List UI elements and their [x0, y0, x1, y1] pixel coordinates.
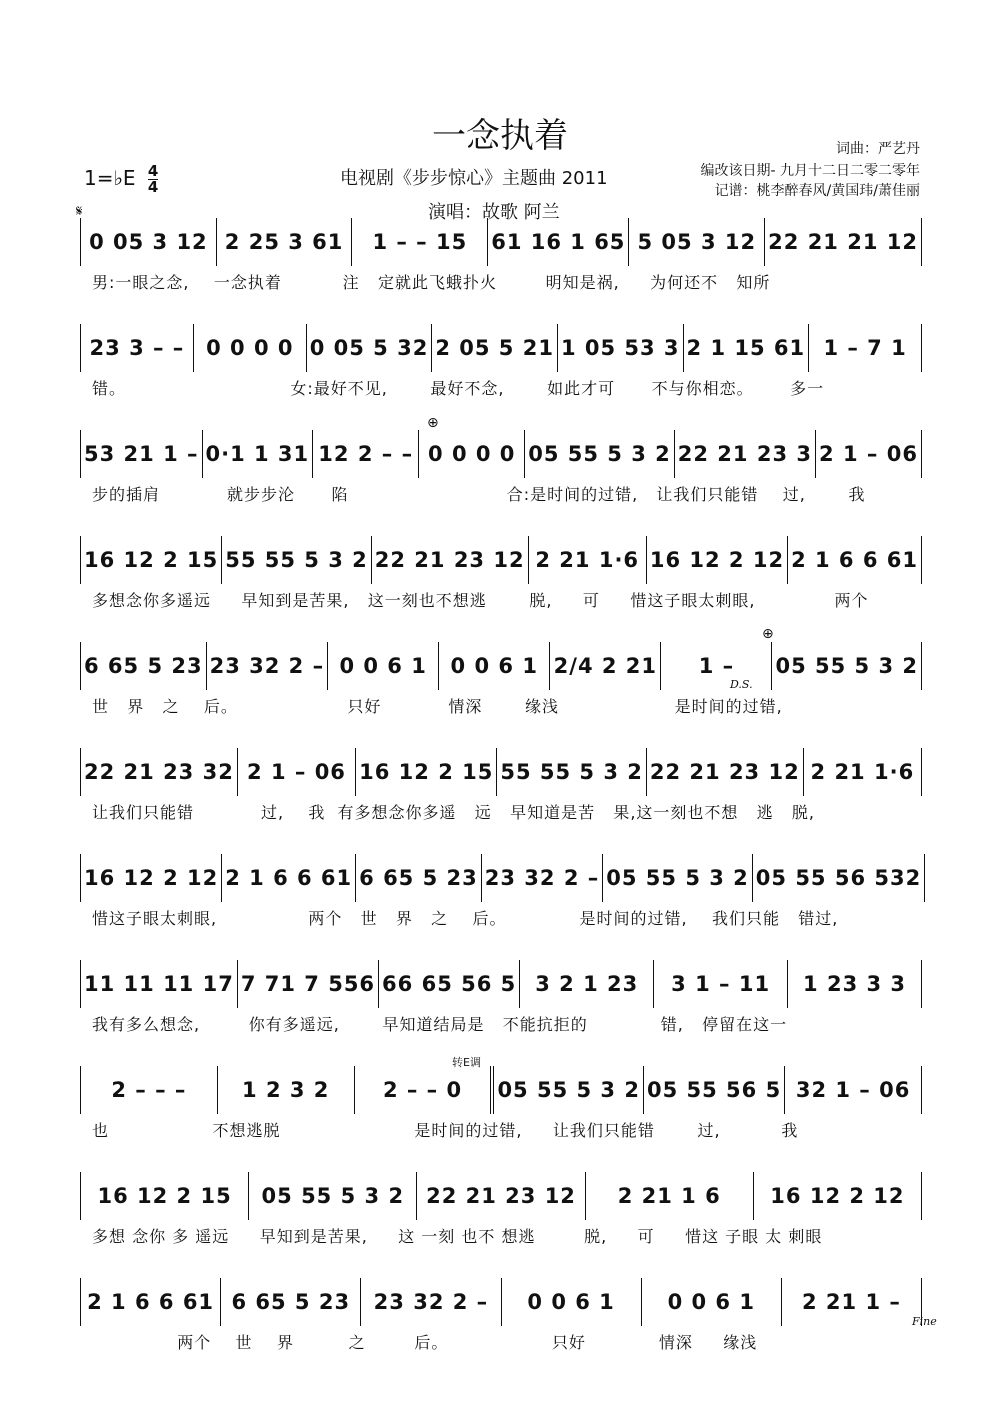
- measure-notes: 05 55 5 3 2: [606, 866, 749, 890]
- measure: [193, 324, 306, 372]
- measure: [355, 748, 496, 796]
- measure: [808, 324, 922, 372]
- measure: [80, 218, 216, 266]
- measure: [80, 748, 237, 796]
- measure-notes: 22 21 23 12: [426, 1184, 576, 1208]
- measure: [80, 1278, 220, 1326]
- staff-system: [80, 528, 922, 638]
- measure: [787, 960, 922, 1008]
- measure: [221, 536, 371, 584]
- measure-notes: 0 05 5 32: [309, 336, 429, 360]
- measure: [646, 748, 803, 796]
- lyric-line: 男:一眼之念, 一念执着 注 定就此飞蛾扑火 明知是祸, 为何还不 知所: [92, 273, 771, 292]
- measure-row: [80, 846, 922, 906]
- key-signature: [84, 164, 158, 195]
- time-denominator: 4: [147, 178, 159, 196]
- measure: [674, 430, 815, 478]
- measure-notes: 55 55 5 3 2: [500, 760, 643, 784]
- measure: [217, 1066, 354, 1114]
- staff-system: [80, 316, 922, 426]
- measure-notes: 0 0 0 0: [428, 442, 516, 466]
- measure: [752, 854, 925, 902]
- measure: [371, 536, 528, 584]
- measure-row: [80, 740, 922, 800]
- measure: [585, 1172, 753, 1220]
- measure: [438, 642, 549, 690]
- measure: [80, 536, 221, 584]
- measure-notes: 0 0 0 0: [206, 336, 294, 360]
- measure: [327, 642, 438, 690]
- measure-notes: 1 –: [698, 654, 735, 678]
- measure: [351, 218, 487, 266]
- lyric-line: 惜这子眼太刺眼, 两个 世 界 之 后。 是时间的过错, 我们只能 错过,: [92, 909, 839, 928]
- measure-notes: 2 25 3 61: [224, 230, 344, 254]
- song-title: 一念执着: [432, 116, 568, 156]
- measure: [683, 324, 809, 372]
- measure-notes: 66 65 56 5: [382, 972, 517, 996]
- lyric-line: 世 界 之 后。 只好 情深 缘浅 是时间的过错,: [92, 697, 783, 716]
- measure-row: [80, 422, 922, 482]
- measure-notes: 23 32 2 –: [373, 1290, 489, 1314]
- measure-notes: 2 1 6 6 61: [225, 866, 353, 890]
- measure: [80, 642, 206, 690]
- measure-notes: 0 05 3 12: [89, 230, 208, 254]
- measure-notes: 22 21 23 3: [677, 442, 812, 466]
- measure: [528, 536, 646, 584]
- measure: [549, 642, 660, 690]
- measure-notes: 05 55 56 532: [755, 866, 922, 890]
- measure-row: [80, 1270, 922, 1330]
- measure-notes: 05 55 5 3 2: [528, 442, 671, 466]
- measure: [501, 1278, 641, 1326]
- measure-notes: 16 12 2 12: [84, 866, 219, 890]
- measure-row: [80, 210, 922, 270]
- measure-notes: 2 – – 0: [382, 1078, 463, 1102]
- measure-row: [80, 634, 922, 694]
- key-label: 1=♭E: [84, 166, 136, 190]
- measure-notes: 1 2 3 2: [242, 1078, 330, 1102]
- measure-notes: 2 21 1 –: [802, 1290, 901, 1314]
- measure-notes: 7 71 7 556: [240, 972, 376, 996]
- measure-notes: 0 0 6 1: [450, 654, 538, 678]
- measure: [355, 854, 481, 902]
- measure: [80, 1066, 217, 1114]
- measure-notes: 05 55 5 3 2: [497, 1078, 640, 1102]
- measure: [378, 960, 519, 1008]
- measure-notes: 16 12 2 12: [770, 1184, 905, 1208]
- measure: [237, 748, 355, 796]
- measure-notes: 2 21 1·6: [810, 760, 915, 784]
- measure-notes: 6 65 5 23: [231, 1290, 351, 1314]
- measure: [312, 430, 418, 478]
- credit-composer: 词曲：严艺丹: [836, 141, 920, 157]
- measure-notes: 1 05 53 3: [560, 336, 680, 360]
- measure-notes: 16 12 2 15: [84, 548, 219, 572]
- lyric-line: 步的插肩 就步步沦 陷 合:是时间的过错, 让我们只能错 过, 我: [92, 485, 866, 504]
- lyric-line: 也 不想逃脱 是时间的过错, 让我们只能错 过, 我: [92, 1121, 799, 1140]
- key-change-mark: 转E调: [452, 1056, 481, 1069]
- measure: [653, 960, 787, 1008]
- measure: [237, 960, 378, 1008]
- singer-line: 演唱：故歌 阿兰: [428, 202, 560, 223]
- coda-sign-1: ⊕: [427, 415, 439, 431]
- measure-notes: 55 55 5 3 2: [225, 548, 368, 572]
- measure-row: [80, 952, 922, 1012]
- measure: [80, 854, 221, 902]
- measure-notes: 2/4 2 21: [553, 654, 658, 678]
- measure: [80, 430, 202, 478]
- measure-notes: 61 16 1 65: [491, 230, 626, 254]
- measure: [784, 1066, 922, 1114]
- measure-row: [80, 528, 922, 588]
- time-signature: [148, 164, 158, 195]
- measure-notes: 53 21 1 –: [84, 442, 199, 466]
- measure-notes: 2 21 1 6: [617, 1184, 721, 1208]
- credit-transcriber: 记谱：桃李醉春风/黄国玮/萧佳丽: [714, 183, 920, 199]
- measure: [431, 324, 557, 372]
- ds-mark: D.S.: [730, 678, 753, 691]
- time-numerator: 4: [147, 162, 159, 180]
- staff-system: [80, 740, 922, 850]
- measure-notes: 22 21 23 12: [374, 548, 525, 572]
- measure-notes: 2 1 – 06: [247, 760, 346, 784]
- segno-sign: 𝄋: [76, 202, 83, 220]
- measure: [216, 218, 352, 266]
- measure: [602, 854, 752, 902]
- measure: [80, 1172, 248, 1220]
- measure: [80, 960, 237, 1008]
- measure-notes: 2 21 1·6: [535, 548, 640, 572]
- measure: [519, 960, 653, 1008]
- measure-notes: 2 – – –: [111, 1078, 187, 1102]
- measure: [815, 430, 922, 478]
- measure-notes: 0 0 6 1: [667, 1290, 755, 1314]
- measure-notes: 05 55 56 5: [646, 1078, 782, 1102]
- measure-notes: 23 32 2 –: [209, 654, 325, 678]
- measure-notes: 16 12 2 12: [649, 548, 785, 572]
- measure-notes: 2 1 6 6 61: [87, 1290, 215, 1314]
- measure: [628, 218, 764, 266]
- measure-notes: 22 21 23 12: [649, 760, 800, 784]
- measure-notes: 2 1 6 6 61: [791, 548, 918, 572]
- measure: [481, 854, 603, 902]
- measure-notes: 32 1 – 06: [795, 1078, 911, 1102]
- coda-sign-2: ⊕: [762, 626, 774, 642]
- measure: [771, 642, 922, 690]
- measure-row: [80, 316, 922, 376]
- measure: [418, 430, 524, 478]
- lyric-line: 两个 世 界 之 后。 只好 情深 缘浅: [92, 1333, 758, 1352]
- measure-notes: 16 12 2 15: [97, 1184, 232, 1208]
- measure: [646, 536, 787, 584]
- measure: [787, 536, 922, 584]
- measure-notes: 0 0 6 1: [339, 654, 427, 678]
- lyric-line: 错。 女:最好不见, 最好不念, 如此才可 不与你相恋。 多一: [92, 379, 825, 398]
- measure: [220, 1278, 360, 1326]
- measure-notes: 3 2 1 23: [535, 972, 639, 996]
- song-subtitle: 电视剧《步步惊心》主题曲 2011: [340, 168, 608, 189]
- measure-notes: 2 1 – 06: [819, 442, 918, 466]
- measure-row: [80, 1058, 922, 1118]
- measure: [248, 1172, 416, 1220]
- measure: [524, 430, 674, 478]
- measure: [803, 748, 922, 796]
- measure: [221, 854, 355, 902]
- measure: [202, 430, 313, 478]
- lyric-line: 多想 念你 多 遥远 早知到是苦果, 这 一刻 也不 想逃 脱, 可 惜这 子眼 太 刺眼: [92, 1227, 823, 1246]
- measure-notes: 2 1 15 61: [686, 336, 806, 360]
- measure: [660, 642, 771, 690]
- staff-system: [80, 1164, 922, 1274]
- measure-notes: 05 55 5 3 2: [775, 654, 919, 678]
- staff-system: [80, 210, 922, 320]
- measure-notes: 23 32 2 –: [484, 866, 600, 890]
- measure-row: [80, 1164, 922, 1224]
- measure-notes: 1 – 7 1: [823, 336, 907, 360]
- measure: [781, 1278, 922, 1326]
- measure: [753, 1172, 922, 1220]
- staff-system: [80, 1270, 922, 1380]
- credit-date: 编改该日期- 九月十二日二零二零年: [700, 163, 920, 179]
- measure: [641, 1278, 781, 1326]
- lyric-line: 多想念你多遥远 早知到是苦果, 这一刻也不想逃 脱, 可 惜这子眼太刺眼, 两个: [92, 591, 869, 610]
- measure: [416, 1172, 584, 1220]
- measure-notes: 1 23 3 3: [803, 972, 907, 996]
- measure-notes: 1 – – 15: [372, 230, 468, 254]
- measure: [764, 218, 922, 266]
- measure: [360, 1278, 500, 1326]
- staff-system: [80, 422, 922, 532]
- lyric-line: 我有多么想念, 你有多遥远, 早知道结局是 不能抗拒的 错, 停留在这一: [92, 1015, 788, 1034]
- measure: [557, 324, 683, 372]
- measure-notes: 2 05 5 21: [435, 336, 554, 360]
- measure-notes: 5 05 3 12: [637, 230, 757, 254]
- measure-notes: 22 21 21 12: [768, 230, 918, 254]
- measure: [496, 748, 646, 796]
- measure: [487, 218, 628, 266]
- measure: [206, 642, 328, 690]
- measure: [354, 1066, 491, 1114]
- fine-mark: Fine: [912, 1315, 937, 1328]
- measure-notes: 6 65 5 23: [359, 866, 478, 890]
- measure-notes: 16 12 2 15: [359, 760, 494, 784]
- measure-notes: 3 1 – 11: [671, 972, 771, 996]
- staff-system: [80, 846, 922, 956]
- lyric-line: 让我们只能错 过, 我 有多想念你多遥 远 早知道是苦 果,这一刻也不想 逃 脱,: [92, 803, 816, 822]
- measure: [490, 1066, 643, 1114]
- measure-notes: 23 3 – –: [89, 336, 185, 360]
- measure-notes: 11 11 11 17: [84, 972, 234, 996]
- measure-notes: 0·1 1 31: [205, 442, 310, 466]
- staff-system: [80, 634, 922, 744]
- measure-notes: 05 55 5 3 2: [261, 1184, 405, 1208]
- measure-notes: 0 0 6 1: [527, 1290, 615, 1314]
- measure: [80, 324, 193, 372]
- measure: [643, 1066, 784, 1114]
- measure-notes: 12 2 – –: [318, 442, 414, 466]
- measure: [306, 324, 432, 372]
- staff-system: [80, 952, 922, 1062]
- measure-notes: 22 21 23 32: [84, 760, 234, 784]
- measure-notes: 6 65 5 23: [84, 654, 203, 678]
- staff-system: [80, 1058, 922, 1168]
